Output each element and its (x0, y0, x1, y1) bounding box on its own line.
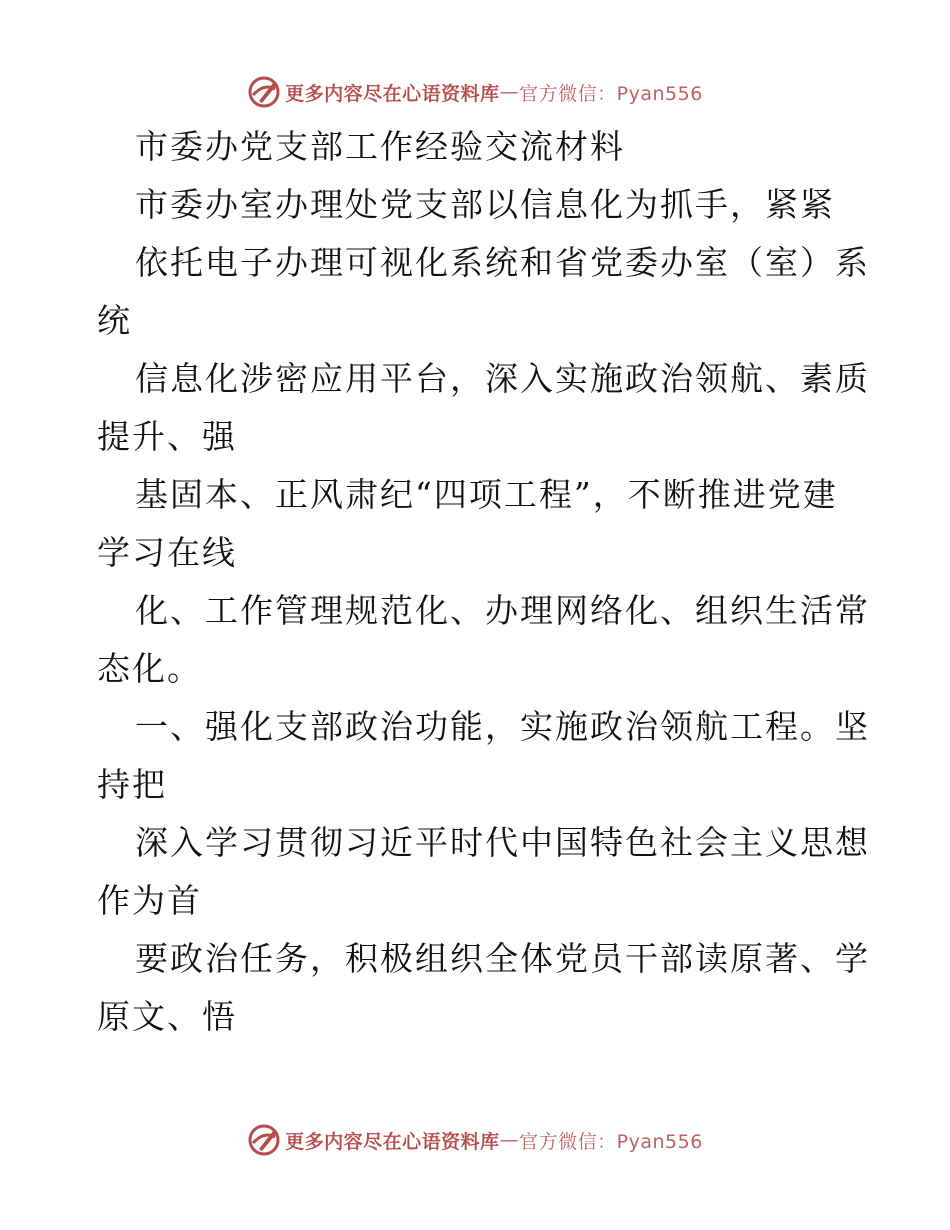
text-line: 依托电子办理可视化系统和省党委办室（室）系 (135, 243, 870, 282)
text-line: 提升、强 (97, 417, 237, 456)
section-heading-line: 一、强化支部政治功能，实施政治领航工程。坚 (135, 707, 870, 746)
text-line: 统 (97, 301, 132, 340)
pen-logo-icon (247, 75, 281, 109)
text-line: 化、工作管理规范化、办理网络化、组织生活常 (135, 591, 870, 630)
text-line: 要政治任务，积极组织全体党员干部读原著、学 (135, 939, 870, 978)
text-line: 作为首 (97, 881, 202, 920)
header-watermark-banner (0, 72, 950, 112)
banner-title: 更多内容尽在心语资料库 (285, 1130, 500, 1153)
text-line: 市委办室办理处党支部以信息化为抓手，紧紧 (135, 185, 835, 224)
text-line: 态化。 (97, 649, 202, 688)
document-title: 市委办党支部工作经验交流材料 (135, 127, 625, 166)
banner-contact: 官方微信：Pyan556 (519, 1130, 703, 1153)
footer-watermark-banner (0, 1120, 950, 1160)
text-line: 深入学习贯彻习近平时代中国特色社会主义思想 (135, 823, 870, 862)
banner-dash: — (499, 1129, 520, 1151)
text-line: 学习在线 (97, 533, 237, 572)
banner-dash: — (499, 81, 520, 103)
banner-contact: 官方微信：Pyan556 (519, 82, 703, 105)
document-body (97, 118, 870, 1046)
banner-title: 更多内容尽在心语资料库 (285, 82, 500, 105)
text-line: 原文、悟 (97, 997, 237, 1036)
text-line: 持把 (97, 765, 167, 804)
text-line: 信息化涉密应用平台，深入实施政治领航、素质 (135, 359, 870, 398)
pen-logo-icon (247, 1123, 281, 1157)
text-line: 基固本、正风肃纪“四项工程”，不断推进党建 (135, 475, 838, 514)
